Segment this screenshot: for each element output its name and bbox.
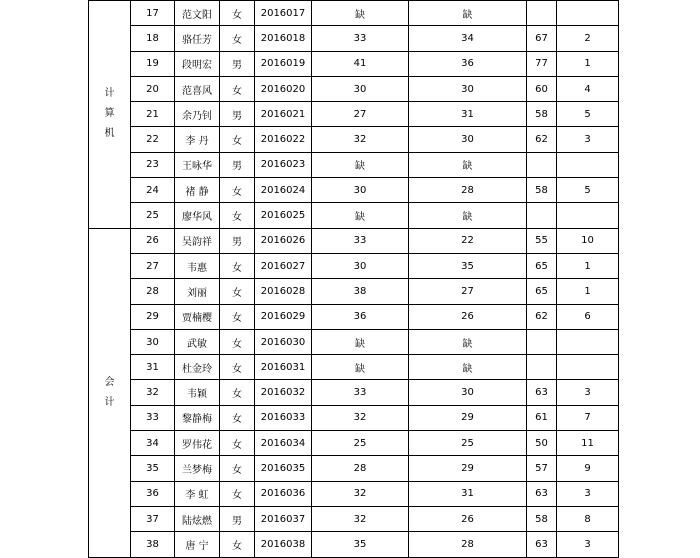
rank: 2 [557,26,619,51]
student-name: 贾楠樱 [175,304,220,329]
student-number: 22 [131,127,175,152]
score-2: 29 [409,456,527,481]
score-table-body [89,1,619,558]
student-id: 2016026 [255,228,312,253]
total-score: 67 [527,26,557,51]
table-row [89,279,619,304]
total-score: 63 [527,532,557,557]
student-number: 33 [131,405,175,430]
student-id: 2016025 [255,203,312,228]
student-gender: 女 [220,329,255,354]
score-2: 30 [409,380,527,405]
rank: 3 [557,481,619,506]
table-row [89,380,619,405]
table-row [89,76,619,101]
score-1: 缺 [312,152,409,177]
score-2: 缺 [409,1,527,26]
rank: 8 [557,506,619,531]
student-name: 李 丹 [175,127,220,152]
student-number: 18 [131,26,175,51]
total-score: 58 [527,102,557,127]
student-id: 2016035 [255,456,312,481]
student-id: 2016024 [255,178,312,203]
student-id: 2016038 [255,532,312,557]
total-score [527,329,557,354]
table-row [89,355,619,380]
score-2: 34 [409,26,527,51]
score-2: 31 [409,102,527,127]
score-1: 35 [312,532,409,557]
student-number: 20 [131,76,175,101]
score-1: 30 [312,253,409,278]
student-number: 32 [131,380,175,405]
student-name: 武敏 [175,329,220,354]
department-cell [89,1,131,229]
score-2: 缺 [409,203,527,228]
total-score [527,152,557,177]
student-id: 2016029 [255,304,312,329]
rank [557,355,619,380]
student-name: 余乃钊 [175,102,220,127]
student-name: 段明宏 [175,51,220,76]
student-name: 褚 静 [175,178,220,203]
total-score: 61 [527,405,557,430]
total-score: 65 [527,253,557,278]
rank: 9 [557,456,619,481]
rank: 1 [557,51,619,76]
student-gender: 女 [220,26,255,51]
score-1: 33 [312,228,409,253]
score-2: 22 [409,228,527,253]
score-2: 25 [409,431,527,456]
student-id: 2016027 [255,253,312,278]
total-score: 63 [527,481,557,506]
total-score: 62 [527,127,557,152]
student-number: 25 [131,203,175,228]
student-name: 韦惠 [175,253,220,278]
table-row [89,329,619,354]
score-1: 28 [312,456,409,481]
student-id: 2016022 [255,127,312,152]
student-number: 34 [131,431,175,456]
department-name: 计算机 [104,88,115,140]
student-gender: 男 [220,152,255,177]
table-row [89,532,619,557]
student-id: 2016037 [255,506,312,531]
table-row [89,178,619,203]
rank: 5 [557,102,619,127]
student-gender: 女 [220,253,255,278]
table-row [89,1,619,26]
score-1: 缺 [312,1,409,26]
student-id: 2016023 [255,152,312,177]
score-2: 30 [409,127,527,152]
student-name: 范文阳 [175,1,220,26]
score-2: 30 [409,76,527,101]
student-name: 陆炫燃 [175,506,220,531]
student-number: 21 [131,102,175,127]
student-name: 刘丽 [175,279,220,304]
table-row [89,506,619,531]
rank: 11 [557,431,619,456]
rank [557,1,619,26]
rank: 3 [557,127,619,152]
rank: 1 [557,253,619,278]
student-number: 36 [131,481,175,506]
score-2: 缺 [409,329,527,354]
student-gender: 女 [220,203,255,228]
score-2: 31 [409,481,527,506]
student-number: 30 [131,329,175,354]
rank: 1 [557,279,619,304]
score-1: 32 [312,481,409,506]
rank: 3 [557,380,619,405]
student-gender: 女 [220,532,255,557]
student-number: 35 [131,456,175,481]
score-1: 32 [312,127,409,152]
student-id: 2016030 [255,329,312,354]
total-score [527,355,557,380]
total-score: 63 [527,380,557,405]
student-name: 范喜风 [175,76,220,101]
student-number: 29 [131,304,175,329]
student-gender: 女 [220,304,255,329]
rank: 6 [557,304,619,329]
student-gender: 女 [220,431,255,456]
table-row [89,26,619,51]
score-2: 27 [409,279,527,304]
student-name: 罗伟花 [175,431,220,456]
table-row [89,228,619,253]
total-score: 62 [527,304,557,329]
table-row [89,51,619,76]
department-name: 会计 [104,376,115,408]
student-gender: 女 [220,178,255,203]
student-id: 2016020 [255,76,312,101]
rank: 7 [557,405,619,430]
score-1: 30 [312,178,409,203]
total-score [527,1,557,26]
student-gender: 男 [220,51,255,76]
student-id: 2016031 [255,355,312,380]
total-score: 65 [527,279,557,304]
student-number: 26 [131,228,175,253]
table-row [89,253,619,278]
student-id: 2016019 [255,51,312,76]
rank: 10 [557,228,619,253]
score-2: 缺 [409,152,527,177]
total-score: 77 [527,51,557,76]
student-number: 19 [131,51,175,76]
student-gender: 女 [220,355,255,380]
table-row [89,431,619,456]
student-id: 2016034 [255,431,312,456]
student-gender: 男 [220,102,255,127]
student-name: 吴韵祥 [175,228,220,253]
student-number: 38 [131,532,175,557]
student-gender: 女 [220,279,255,304]
table-row [89,304,619,329]
score-2: 28 [409,178,527,203]
table-row [89,405,619,430]
student-number: 37 [131,506,175,531]
rank [557,152,619,177]
total-score: 55 [527,228,557,253]
student-id: 2016036 [255,481,312,506]
score-2: 26 [409,506,527,531]
score-2: 29 [409,405,527,430]
total-score [527,203,557,228]
total-score: 57 [527,456,557,481]
table-row [89,456,619,481]
score-1: 38 [312,279,409,304]
student-gender: 男 [220,228,255,253]
score-1: 41 [312,51,409,76]
score-1: 33 [312,26,409,51]
student-name: 王咏华 [175,152,220,177]
score-2: 36 [409,51,527,76]
score-1: 36 [312,304,409,329]
table-row [89,127,619,152]
rank: 5 [557,178,619,203]
student-name: 唐 宁 [175,532,220,557]
total-score: 60 [527,76,557,101]
table-row [89,481,619,506]
score-1: 25 [312,431,409,456]
student-id: 2016033 [255,405,312,430]
score-1: 缺 [312,329,409,354]
student-number: 28 [131,279,175,304]
student-id: 2016018 [255,26,312,51]
score-1: 32 [312,506,409,531]
score-2: 35 [409,253,527,278]
student-name: 骆任芳 [175,26,220,51]
student-gender: 女 [220,76,255,101]
student-gender: 女 [220,405,255,430]
rank: 3 [557,532,619,557]
total-score: 58 [527,506,557,531]
student-gender: 女 [220,127,255,152]
table-row [89,152,619,177]
rank [557,329,619,354]
score-2: 28 [409,532,527,557]
student-name: 李 虹 [175,481,220,506]
table-row [89,203,619,228]
student-name: 廖华风 [175,203,220,228]
student-number: 23 [131,152,175,177]
student-id: 2016017 [255,1,312,26]
score-1: 缺 [312,355,409,380]
student-name: 黎静梅 [175,405,220,430]
table-row [89,102,619,127]
score-1: 27 [312,102,409,127]
score-1: 30 [312,76,409,101]
student-number: 24 [131,178,175,203]
student-id: 2016021 [255,102,312,127]
student-name: 杜金玲 [175,355,220,380]
score-1: 32 [312,405,409,430]
department-cell [89,228,131,557]
student-gender: 女 [220,380,255,405]
student-number: 31 [131,355,175,380]
total-score: 58 [527,178,557,203]
student-number: 27 [131,253,175,278]
student-id: 2016032 [255,380,312,405]
student-number: 17 [131,1,175,26]
score-2: 缺 [409,355,527,380]
score-table [88,0,619,558]
score-1: 33 [312,380,409,405]
rank: 4 [557,76,619,101]
student-name: 兰梦梅 [175,456,220,481]
student-id: 2016028 [255,279,312,304]
total-score: 50 [527,431,557,456]
student-gender: 男 [220,506,255,531]
score-2: 26 [409,304,527,329]
student-gender: 女 [220,481,255,506]
student-gender: 女 [220,456,255,481]
student-name: 韦颖 [175,380,220,405]
student-gender: 女 [220,1,255,26]
rank [557,203,619,228]
score-1: 缺 [312,203,409,228]
